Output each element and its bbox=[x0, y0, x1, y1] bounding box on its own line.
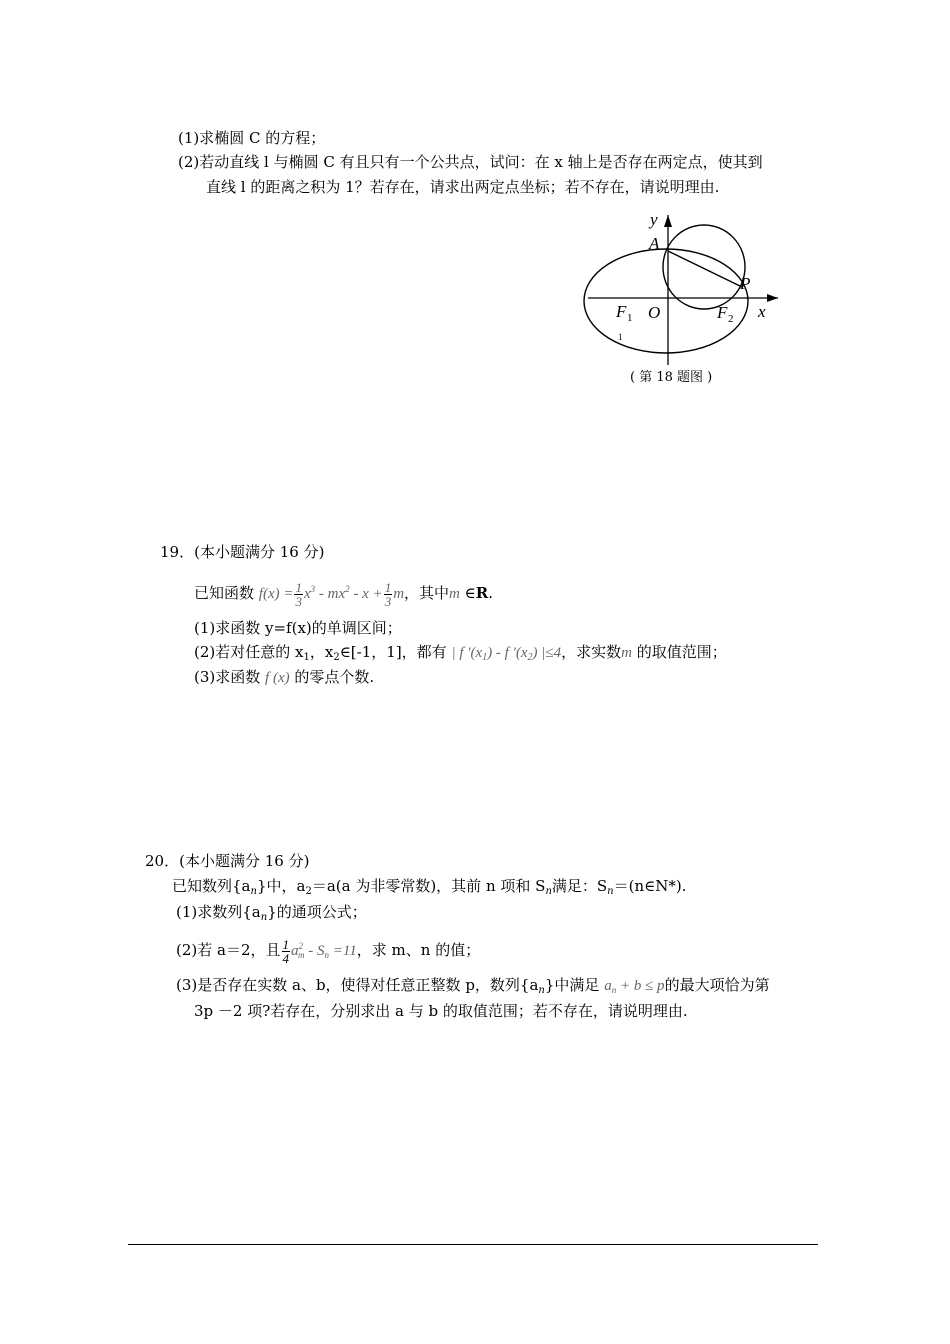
q20-equation: $\frac{1}{4}$ $a^2_m - S_n =11$ bbox=[282, 937, 357, 967]
q20-header bbox=[145, 851, 309, 871]
q20-intro-e: ＝(n∈N*). bbox=[613, 877, 687, 895]
label-f2: F bbox=[717, 303, 728, 322]
stray-mark: 1 bbox=[618, 332, 623, 342]
q19-m-in-r: m bbox=[449, 586, 460, 602]
label-o: O bbox=[648, 303, 661, 322]
q19-part2-end: 的取值范围； bbox=[636, 643, 727, 661]
q18-part2-line2: 直线 l 的距离之积为 1？若存在，请求出两定点坐标；若不存在，请说明理由. bbox=[206, 178, 720, 196]
q20-intro: 已知数列$\{a_n\}$中，$a_2=a(a$ 为非零常数)，其前 n 项和 $S_n$满足：$S_n=(n\in N*)$. bbox=[172, 877, 687, 897]
q19-part2-prefix: (2)若对任意的 x bbox=[194, 643, 304, 661]
ellipse-figure bbox=[580, 205, 790, 370]
q20-intro-a: 已知数列{a bbox=[172, 877, 251, 895]
q19-part3-suffix: 的零点个数. bbox=[294, 668, 375, 686]
q18-part2-line1: (2)若动直线 l 与椭圆 C 有且只有一个公共点，试问：在 x 轴上是否存在两定点，使其到 bbox=[178, 153, 763, 171]
q20-part3-b: }中满足 bbox=[544, 976, 600, 994]
q19-intro: 已知函数 f(x) = $\frac{1}{3}$ $x^3 - mx^2$ - x + $\frac{1}{3}$ m，其中m ∈R. bbox=[194, 580, 494, 610]
q19-header bbox=[160, 542, 324, 562]
q19-part2-mid2: ∈[-1，1]，都有 bbox=[339, 643, 447, 661]
figure-caption: ( 第 18 题图 ) bbox=[630, 370, 713, 385]
q18-part1: (1)求椭圆 C 的方程； bbox=[178, 129, 326, 147]
ellipse-c bbox=[584, 249, 751, 353]
q19-part2: (2)若对任意的 $x_1$，$x_2\in[-1$，1]，都有 | f $'(x_1)$ - f $'(x_2)$ |≤4，求实数m 的取值范围； bbox=[194, 643, 727, 663]
circle bbox=[663, 225, 745, 309]
q20-score: (本小题满分 16 分) bbox=[179, 852, 310, 870]
q20-intro-d: 满足：S bbox=[551, 877, 608, 895]
q19-fx: f (x) bbox=[265, 670, 290, 686]
q20-intro-c: ＝a(a 为非零常数)，其前 n 项和 S bbox=[311, 877, 546, 895]
q19-part1: (1)求函数 y=f(x)的单调区间； bbox=[194, 619, 402, 637]
q20-number: 20． bbox=[145, 852, 180, 870]
label-a: A bbox=[649, 234, 660, 253]
label-y: y bbox=[650, 210, 658, 229]
q19-part2-suffix: ，求实数 bbox=[561, 643, 622, 661]
q19-m: m bbox=[621, 645, 632, 661]
q20-part3-c: 的最大项恰为第 bbox=[664, 976, 770, 994]
q20-part1-a: (1)求数列{a bbox=[176, 903, 261, 921]
q19-derivative-inequality: | f $'(x_1)$ - f $'(x_2)$ |≤4 bbox=[451, 645, 562, 663]
q20-part3-a: (3)是否存在实数 a、b，使得对任意正整数 p，数列{a bbox=[176, 976, 539, 994]
label-p: P bbox=[740, 274, 751, 293]
q19-function: f(x) = $\frac{1}{3}$ $x^3 - mx^2$ - x + $\frac{1}{3}$ m bbox=[258, 580, 405, 610]
q20-part2-suffix: ，求 m、n 的值； bbox=[356, 941, 481, 959]
q20-part2-prefix: (2)若 a＝2，且 bbox=[176, 941, 281, 959]
q19-score: (本小题满分 16 分) bbox=[194, 543, 325, 561]
label-f1-sub: 1 bbox=[627, 312, 633, 324]
q19-part2-mid: ，x bbox=[309, 643, 334, 661]
q19-intro-prefix: 已知函数 bbox=[194, 584, 255, 602]
q19-part3-prefix: (3)求函数 bbox=[194, 668, 261, 686]
q20-intro-b: }中，a bbox=[256, 877, 306, 895]
q20-condition: $a_n + b \le p$ bbox=[604, 978, 665, 995]
label-f1: F bbox=[616, 302, 627, 321]
q19-part3 bbox=[194, 667, 374, 688]
y-axis-arrow bbox=[664, 215, 672, 227]
label-x: x bbox=[758, 302, 766, 321]
bottom-rule bbox=[128, 1244, 818, 1245]
q19-number: 19． bbox=[160, 543, 195, 561]
q20-part3-line2: 3p －2 项?若存在，分别求出 a 与 b 的取值范围；若不存在，请说明理由. bbox=[194, 1002, 688, 1020]
q19-intro-suffix: ，其中 bbox=[404, 584, 450, 602]
x-axis-arrow bbox=[767, 294, 778, 302]
q20-part3-line1: (3)是否存在实数 a、b，使得对任意正整数 p，数列$\{a_n\}$中满足 $a_n + b \le p$的最大项恰为第 bbox=[176, 976, 770, 996]
q20-part2 bbox=[176, 927, 480, 974]
q20-part1: (1)求数列$\{a_n\}$的通项公式； bbox=[176, 903, 367, 923]
q20-part1-b: }的通项公式； bbox=[267, 903, 367, 921]
label-f2-sub: 2 bbox=[728, 313, 734, 325]
